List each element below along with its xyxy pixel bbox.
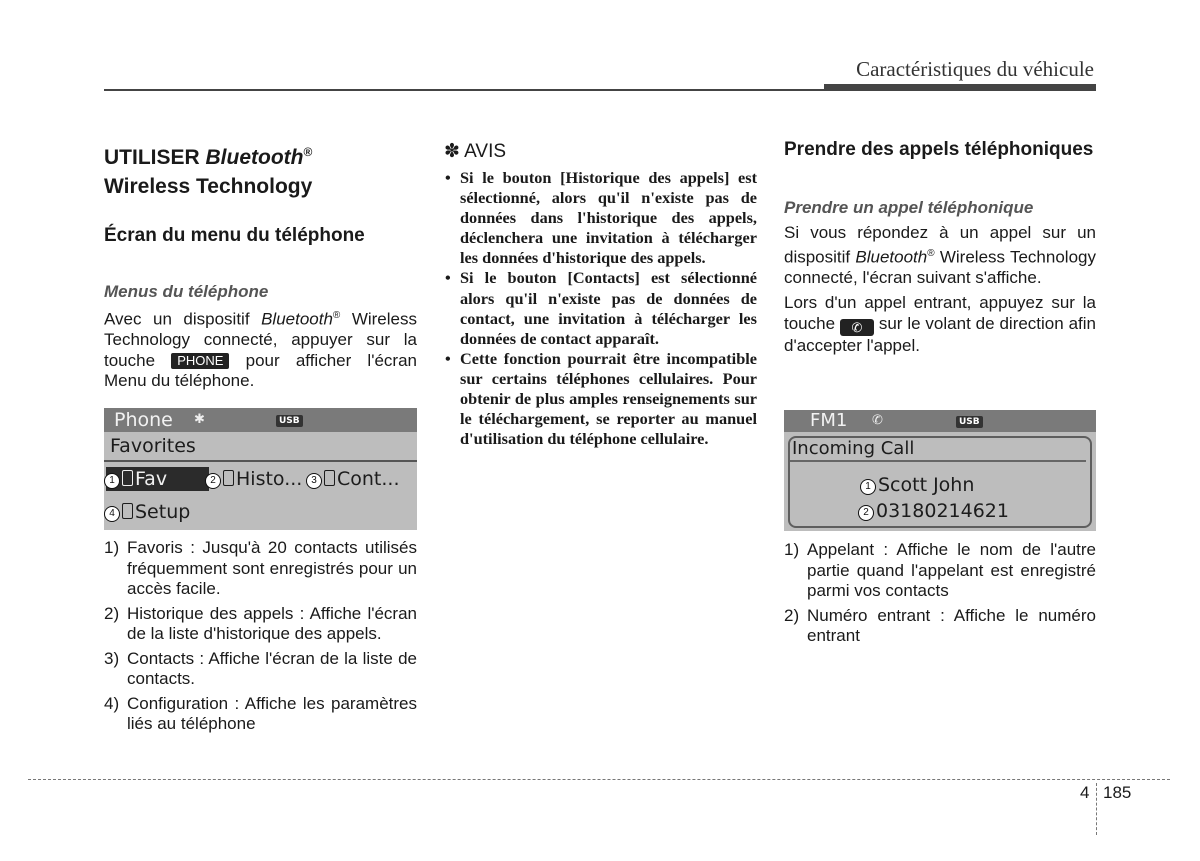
page-number: 185	[1103, 783, 1132, 802]
intro-bluetooth: Bluetooth	[261, 309, 333, 329]
history-icon	[223, 470, 234, 486]
number-badge: 2	[205, 473, 221, 489]
number-badge: 4	[104, 506, 120, 522]
screen-title: FM1	[810, 410, 848, 431]
list-item	[104, 649, 417, 690]
bullet: •	[445, 268, 451, 288]
section-title-prefix: UTILISER	[104, 146, 200, 169]
calls-list	[784, 540, 1096, 647]
setup-icon	[122, 503, 133, 519]
footer-rule	[28, 779, 1170, 780]
avis-text: Cette fonction pourrait être incompatible sur certains téléphones cellulaires. Pour obtenir de plus amples renseignements sur le téléchargement, se reporter au manuel d'utilisation du téléphone cellulaire.	[460, 348, 757, 449]
usb-icon: USB	[276, 415, 303, 427]
intro-text-1: Avec un dispositif	[104, 309, 250, 329]
list-item	[444, 168, 757, 268]
list-num: 2)	[784, 605, 800, 625]
list-text: Contacts : Affiche l'écran de la liste de contacts.	[127, 648, 417, 688]
footer-divider	[1096, 783, 1097, 835]
call-button-icon: ✆	[840, 319, 874, 336]
p1-text-b: Wireless Technology connecté, l'écran suivant s'affiche.	[784, 247, 1096, 287]
list-num: 1)	[784, 540, 800, 559]
avis-heading	[444, 140, 757, 163]
menu-option-favorites[interactable]	[104, 467, 167, 491]
list-item	[104, 694, 417, 735]
incoming-call-label: Incoming Call	[792, 438, 915, 459]
p1-bluetooth: Bluetooth	[855, 247, 928, 267]
phone-menu-intro	[104, 306, 417, 392]
option-label: Cont...	[337, 468, 400, 490]
phone-menus-subheading: Menus du téléphone	[104, 282, 269, 301]
avis-title: AVIS	[464, 141, 507, 162]
registered-mark: ®	[303, 145, 313, 159]
p2-text-b: sur le volant de direction afin d'accepter l'appel.	[784, 313, 1096, 355]
caller-number	[858, 499, 1009, 523]
phone-menu-heading: Écran du menu du téléphone	[104, 225, 365, 246]
bullet: •	[445, 168, 451, 187]
list-text: Favoris : Jusqu'à 20 contacts utilisés fréquemment sont enregistrés pour un accès facile.	[127, 538, 417, 598]
phone-key-icon: PHONE	[171, 353, 229, 369]
phone-icon: ✆	[872, 413, 883, 428]
list-item	[104, 538, 417, 600]
menu-option-setup[interactable]	[104, 500, 190, 524]
list-text: Configuration : Affiche les paramètres liés au téléphone	[127, 693, 417, 733]
option-label: Setup	[135, 501, 191, 523]
column-right	[784, 140, 1096, 356]
calls-heading: Prendre des appels téléphoniques	[784, 139, 1094, 160]
phone-menu-list	[104, 538, 417, 735]
bluetooth-icon: ✱	[194, 412, 205, 427]
list-text: Historique des appels : Affiche l'écran de la liste d'historique des appels.	[127, 603, 417, 643]
contacts-icon	[324, 470, 335, 486]
list-item	[444, 349, 757, 449]
calls-para-2	[784, 293, 1096, 356]
list-item	[104, 604, 417, 645]
column-middle	[444, 140, 757, 449]
incoming-call-screen	[784, 410, 1096, 531]
phone-menu-list-wrapper	[104, 538, 417, 739]
number-badge: 2	[858, 505, 874, 521]
list-num: 2)	[104, 603, 120, 623]
screen-section-title: Favorites	[110, 435, 196, 457]
star-icon	[122, 470, 133, 486]
avis-text: Si le bouton [Contacts] est sélectionné alors qu'il n'existe pas de données de contact, une invitation à télécharger les données de contact apparaît.	[460, 268, 757, 348]
avis-list	[444, 168, 757, 449]
calls-para-1	[784, 223, 1096, 288]
usb-icon: USB	[956, 416, 983, 428]
list-item	[784, 606, 1096, 647]
calls-subheading: Prendre un appel téléphonique	[784, 198, 1034, 217]
list-text: Appelant : Affiche le nom de l'autre partie quand l'appelant est enregistré parmi vos contacts	[807, 540, 1096, 600]
number-badge: 1	[860, 479, 876, 495]
header-rule	[104, 89, 1096, 91]
list-num: 4)	[104, 693, 120, 713]
caller-name	[860, 473, 974, 497]
list-num: 3)	[104, 648, 120, 668]
p2-text-a: Lors d'un appel entrant, appuyez sur la touche	[784, 293, 1096, 333]
menu-option-contacts[interactable]	[306, 467, 400, 491]
caller-number-text: 03180214621	[876, 500, 1009, 522]
intro-text-3: pour afficher l'écran Menu du téléphone.	[104, 350, 417, 391]
p1-registered-mark: ®	[927, 247, 935, 259]
list-item	[444, 268, 757, 348]
section-title	[104, 138, 417, 201]
list-text: Numéro entrant : Affiche le numéro entrant	[807, 605, 1096, 645]
option-label: Histo...	[236, 468, 303, 490]
asterisk-icon: ✽	[444, 141, 460, 162]
intro-text-2: Wireless Technology connecté, appuyer sur la touche	[104, 309, 417, 370]
section-title-bluetooth: Bluetooth	[205, 146, 304, 169]
running-header: Caractéristiques du véhicule	[856, 57, 1094, 81]
list-num: 1)	[104, 538, 120, 557]
screen-divider	[104, 460, 417, 462]
column-left	[104, 138, 417, 392]
screen-title: Phone	[114, 409, 173, 431]
list-item	[784, 540, 1096, 602]
section-title-line2: Wireless Technology	[104, 175, 313, 198]
caller-name-text: Scott John	[878, 474, 975, 496]
avis-text: Si le bouton [Historique des appels] est sélectionné, alors qu'il n'existe pas de données dans l'historique des appels, déclenchera une invitation à télécharger les données d'historique des appels.	[460, 168, 757, 268]
p1-text-a: Si vous répondez à un appel sur un dispositif	[784, 223, 1096, 267]
number-badge: 1	[104, 473, 120, 489]
menu-option-history[interactable]	[205, 467, 302, 491]
calls-list-wrapper	[784, 540, 1096, 651]
phone-menu-screen	[104, 408, 417, 530]
screen-divider	[790, 460, 1086, 462]
number-badge: 3	[306, 473, 322, 489]
option-label: Fav	[135, 468, 168, 490]
chapter-number: 4	[1080, 783, 1090, 802]
intro-registered-mark: ®	[332, 310, 341, 321]
bullet: •	[445, 348, 451, 368]
